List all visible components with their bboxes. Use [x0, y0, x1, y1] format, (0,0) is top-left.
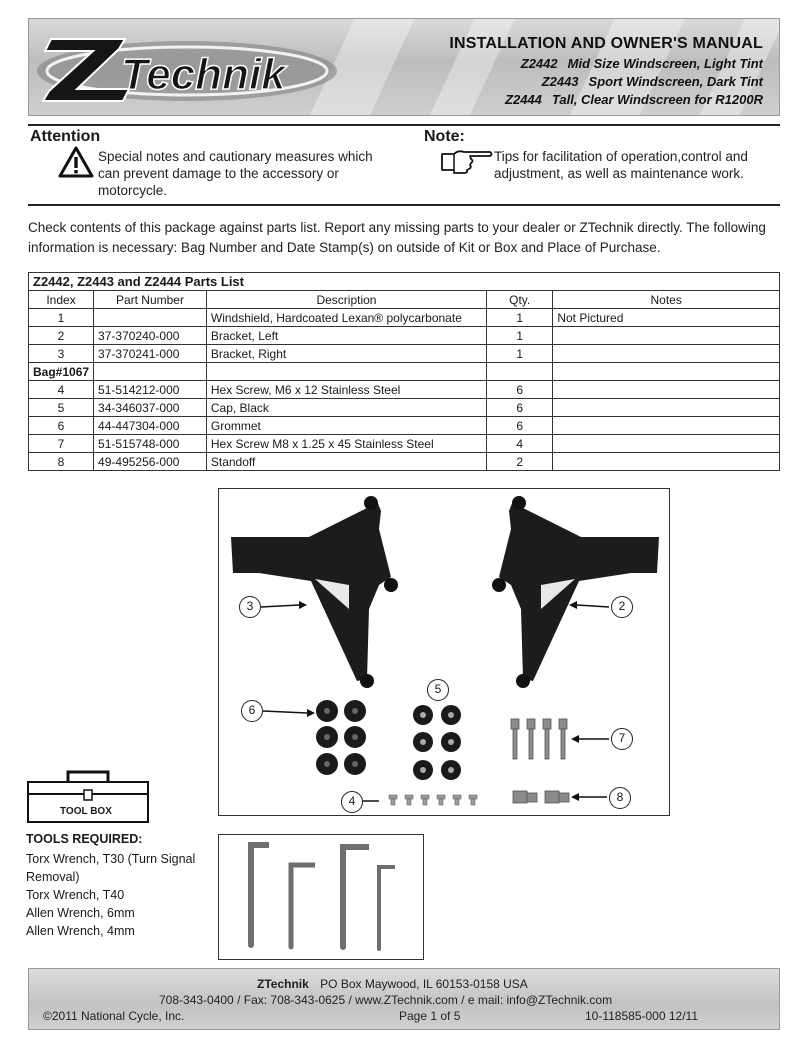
toolbox-label: TOOL BOX [60, 806, 112, 817]
footer [28, 968, 780, 1030]
tools-list [26, 850, 206, 940]
cell-index: 1 [29, 309, 94, 327]
cell-desc: Cap, Black [206, 399, 486, 417]
footer-company: ZTechnik [257, 977, 309, 991]
cell-qty: 6 [487, 417, 553, 435]
tool-item: Allen Wrench, 6mm [26, 906, 135, 920]
parts-table [28, 272, 780, 471]
callout-8: 8 [609, 787, 631, 809]
header-banner [28, 18, 780, 116]
footer-address: PO Box Maywood, IL 60153-0158 USA [320, 977, 528, 991]
cell-desc: Hex Screw, M6 x 12 Stainless Steel [206, 381, 486, 399]
cell-qty: 1 [487, 309, 553, 327]
note-heading: Note: [424, 128, 465, 145]
parts-photo [218, 488, 670, 816]
cell-qty: 2 [487, 453, 553, 471]
cell-part [94, 309, 207, 327]
parts-row [29, 327, 780, 345]
footer-contact: 708-343-0400 / Fax: 708-343-0625 / www.ZTechnik.com / e mail: info@ZTechnik.com [159, 993, 613, 1007]
tools-required-title: TOOLS REQUIRED: [26, 832, 143, 846]
tool-item: Allen Wrench, 4mm [26, 924, 135, 938]
cell-index: 5 [29, 399, 94, 417]
cell-qty: 1 [487, 345, 553, 363]
callout-5: 5 [427, 679, 449, 701]
cell-qty: 6 [487, 381, 553, 399]
col-notes: Notes [553, 291, 780, 309]
footer-page-number: Page 1 of 5 [399, 1009, 461, 1023]
ztechnik-logo [37, 27, 367, 109]
footer-address-line [257, 977, 528, 991]
parts-row [29, 345, 780, 363]
parts-row [29, 399, 780, 417]
cell-part: 37-370241-000 [94, 345, 207, 363]
callout-2: 2 [611, 596, 633, 618]
tool-item: Torx Wrench, T30 (Turn Signal Removal) [26, 852, 196, 884]
callout-3: 3 [239, 596, 261, 618]
bag-row [29, 363, 780, 381]
parts-row [29, 417, 780, 435]
cell-notes: Not Pictured [553, 309, 780, 327]
manual-title: INSTALLATION AND OWNER'S MANUAL [449, 35, 763, 52]
cell-index: 3 [29, 345, 94, 363]
cell-notes [553, 399, 780, 417]
allen-wrenches-illustration [219, 835, 425, 961]
callout-4: 4 [341, 791, 363, 813]
cell-part: 51-515748-000 [94, 435, 207, 453]
product-line-1: Z2442 Mid Size Windscreen, Light Tint [520, 56, 763, 71]
intro-paragraph: Check contents of this package against parts list. Report any missing parts to your dealer or ZTechnik directly. The following information is necessary: Bag Number and Date Stamp(s) on outside of Kit or Box and Place of Purchase. [28, 220, 766, 255]
cell-qty: 6 [487, 399, 553, 417]
footer-copyright: ©2011 National Cycle, Inc. [43, 1009, 185, 1023]
cell-index: 7 [29, 435, 94, 453]
cell-index: 2 [29, 327, 94, 345]
product-line-3: Z2444 Tall, Clear Windscreen for R1200R [505, 92, 763, 107]
attention-heading: Attention [30, 128, 101, 145]
cell-qty [487, 363, 553, 381]
parts-row [29, 435, 780, 453]
cell-desc: Hex Screw M8 x 1.25 x 45 Stainless Steel [206, 435, 486, 453]
cell-desc: Bracket, Left [206, 327, 486, 345]
cell-notes [553, 417, 780, 435]
cell-part: 49-495256-000 [94, 453, 207, 471]
parts-row [29, 381, 780, 399]
cell-part: 34-346037-000 [94, 399, 207, 417]
notice-box [28, 124, 780, 206]
callout-7: 7 [611, 728, 633, 750]
footer-doc-number: 10-118585-000 12/11 [585, 1009, 698, 1023]
cell-part: 37-370240-000 [94, 327, 207, 345]
cell-notes [553, 363, 780, 381]
cell-index: Bag#1067 [29, 363, 94, 381]
attention-text: Special notes and cautionary measures which can prevent damage to the accessory or motorcycle. [98, 149, 373, 198]
cell-part: 51-514212-000 [94, 381, 207, 399]
cell-notes [553, 453, 780, 471]
cell-desc: Standoff [206, 453, 486, 471]
logo-wordmark: Technik [121, 50, 286, 99]
col-index: Index [29, 291, 94, 309]
parts-row [29, 453, 780, 471]
parts-row [29, 309, 780, 327]
cell-index: 8 [29, 453, 94, 471]
wrench-photo [218, 834, 424, 960]
cell-part: 44-447304-000 [94, 417, 207, 435]
product-line-2: Z2443 Sport Windscreen, Dark Tint [541, 74, 763, 89]
cell-index: 6 [29, 417, 94, 435]
cell-part [94, 363, 207, 381]
tool-item: Torx Wrench, T40 [26, 888, 125, 902]
col-part-number: Part Number [94, 291, 207, 309]
cell-desc: Windshield, Hardcoated Lexan® polycarbonate [206, 309, 486, 327]
cell-notes [553, 345, 780, 363]
col-description: Description [206, 291, 486, 309]
callout-6: 6 [241, 700, 263, 722]
note-text: Tips for facilitation of operation,control and adjustment, as well as maintenance work. [494, 149, 748, 181]
cell-notes [553, 327, 780, 345]
cell-qty: 4 [487, 435, 553, 453]
cell-index: 4 [29, 381, 94, 399]
pointing-hand-icon [440, 148, 494, 174]
col-qty: Qty. [487, 291, 553, 309]
cell-notes [553, 435, 780, 453]
toolbox-illustration [26, 768, 150, 824]
warning-icon [58, 146, 94, 178]
parts-table-header [29, 291, 780, 309]
parts-table-caption: Z2442, Z2443 and Z2444 Parts List [29, 273, 780, 291]
manual-title-block [449, 35, 763, 107]
cell-desc [206, 363, 486, 381]
cell-desc: Bracket, Right [206, 345, 486, 363]
cell-desc: Grommet [206, 417, 486, 435]
cell-notes [553, 381, 780, 399]
cell-qty: 1 [487, 327, 553, 345]
parts-illustration [219, 489, 671, 817]
